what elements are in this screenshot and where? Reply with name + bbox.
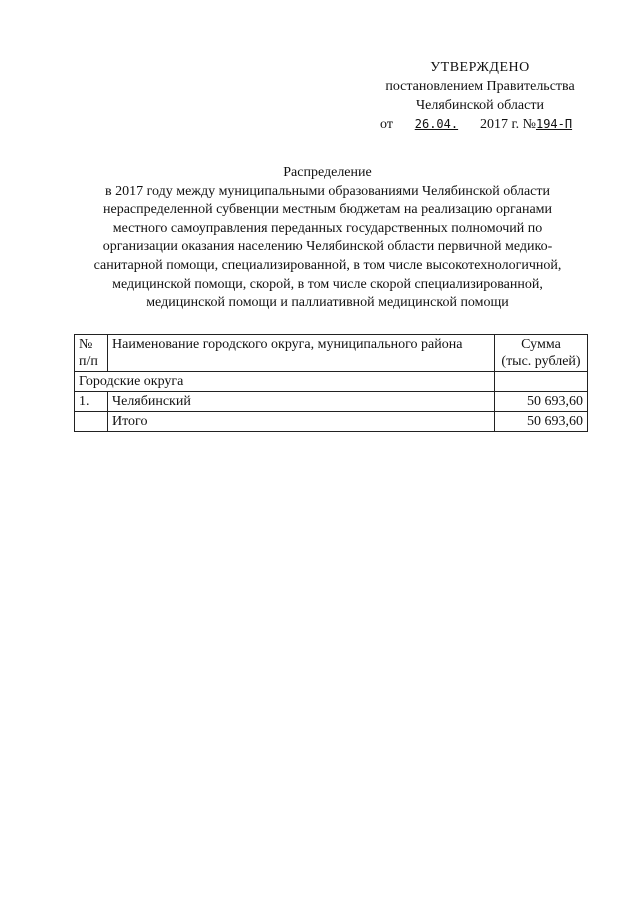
document-title: [60, 164, 595, 313]
header-num: [75, 335, 108, 372]
date-prefix: от: [380, 117, 393, 132]
approval-date-row: [360, 115, 600, 134]
title-line-5: организации оказания населению Челябинской области первичной медико-: [102, 239, 553, 255]
title-line-8: медицинской помощи и паллиативной медицинской помощи: [146, 295, 509, 311]
table-row: [75, 392, 588, 412]
row-name: Челябинский: [108, 392, 495, 412]
header-num-line-1: №: [79, 337, 93, 352]
approval-stamp: [360, 58, 600, 134]
distribution-table: [74, 334, 588, 432]
header-sum: [495, 335, 588, 372]
header-name: Наименование городского округа, муниципального района: [108, 335, 495, 372]
title-line-3: нераспределенной субвенции местным бюджетам на реализацию органами: [102, 202, 553, 218]
approval-line-2: Челябинской области: [416, 98, 544, 113]
table-header-row: [75, 335, 588, 372]
section-label: Городские округа: [75, 372, 495, 392]
resolution-number: 194-П: [535, 117, 573, 131]
header-sum-line-2: (тыс. рублей): [501, 354, 581, 369]
title-line-1: Распределение: [283, 165, 372, 180]
title-line-4: местного самоуправления переданных государственных полномочий по: [112, 220, 543, 236]
title-line-2: в 2017 году между муниципальными образованиями Челябинской области: [104, 183, 550, 199]
total-sum: 50 693,60: [495, 412, 588, 432]
title-line-6: санитарной помощи, специализированной, в том числе высокотехнологичной,: [93, 257, 562, 273]
header-num-line-2: п/п: [79, 354, 98, 369]
total-label: Итого: [108, 412, 495, 432]
header-sum-line-1: Сумма: [521, 337, 561, 352]
date-value: 26.04.: [414, 117, 459, 131]
year-text: 2017 г. №: [479, 117, 536, 132]
title-line-7: медицинской помощи, скорой, в том числе скорой специализированной,: [112, 276, 543, 292]
approval-line-1: постановлением Правительства: [385, 79, 575, 94]
total-row: [75, 412, 588, 432]
total-num-empty: [75, 412, 108, 432]
approval-heading: УТВЕРЖДЕНО: [430, 60, 530, 75]
section-row: [75, 372, 588, 392]
section-sum-empty: [495, 372, 588, 392]
row-sum: 50 693,60: [495, 392, 588, 412]
row-num: 1.: [75, 392, 108, 412]
